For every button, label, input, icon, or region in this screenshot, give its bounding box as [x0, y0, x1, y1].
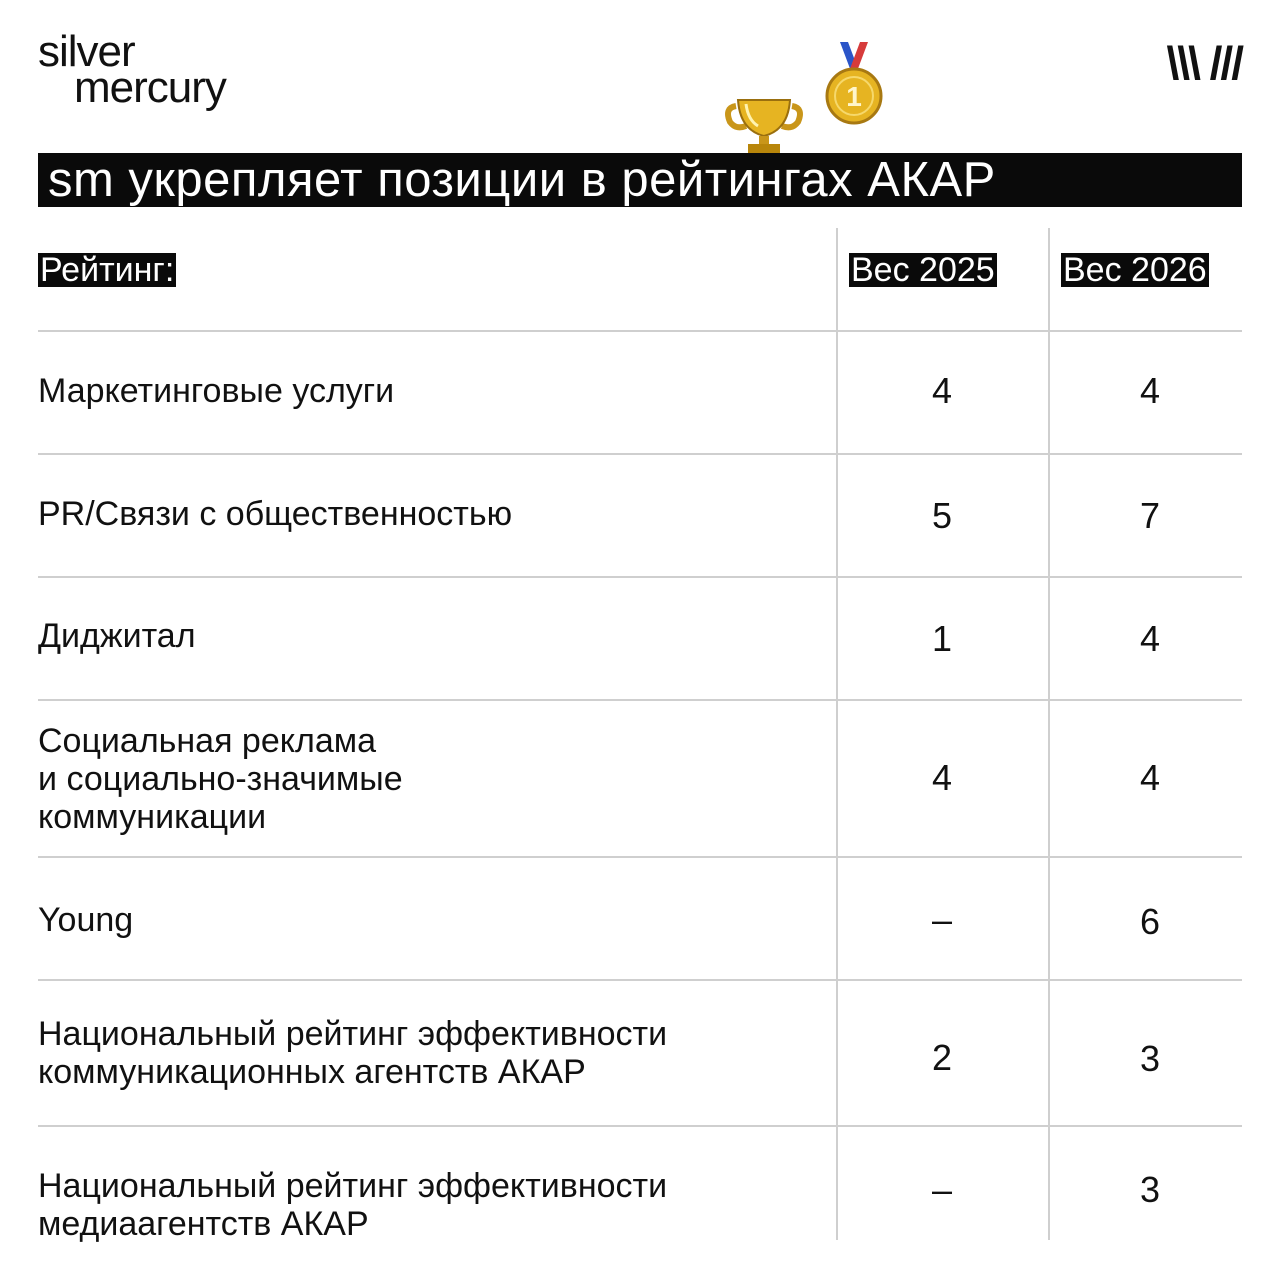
- medal-number: 1: [846, 81, 862, 112]
- row-label-national-comm: Национальный рейтинг эффективности коммуникационных агентств АКАР: [38, 1015, 668, 1091]
- row-divider: [38, 453, 1242, 455]
- row-label-young: Young: [38, 901, 134, 939]
- brand-logo-line1: silver: [38, 27, 135, 76]
- value-2025-pr: 5: [931, 495, 953, 536]
- header-weight-2025: Вес 2025: [851, 251, 995, 289]
- gold-medal-icon: [822, 40, 886, 128]
- value-2026-young: 6: [1139, 901, 1161, 942]
- value-2026-digital: 4: [1139, 618, 1161, 659]
- value-2026-pr: 7: [1139, 495, 1161, 536]
- row-label-marketing: Маркетинговые услуги: [38, 372, 395, 410]
- row-divider: [38, 576, 1242, 578]
- header-weight-2026: Вес 2026: [1063, 251, 1207, 289]
- row-divider: [38, 699, 1242, 701]
- row-divider: [38, 979, 1242, 981]
- brand-logo: [38, 27, 226, 112]
- brand-logo-line2: mercury: [74, 63, 226, 112]
- row-label-social: Социальная реклама и социально-значимые коммуникации: [38, 722, 403, 836]
- page-title: sm укрепляет позиции в рейтингах АКАР: [38, 153, 1242, 207]
- column-divider-2025: [836, 228, 838, 1240]
- row-divider: [38, 1125, 1242, 1127]
- row-label-digital: Диджитал: [38, 617, 196, 655]
- value-2026-national-media: 3: [1139, 1169, 1161, 1210]
- value-2025-young: –: [931, 899, 953, 940]
- value-2026-national-comm: 3: [1139, 1038, 1161, 1079]
- value-2025-social: 4: [931, 757, 953, 798]
- value-2025-marketing: 4: [931, 370, 953, 411]
- column-divider-2026: [1048, 228, 1050, 1240]
- value-2026-marketing: 4: [1139, 370, 1161, 411]
- brand-mark: \\\ ///: [1166, 37, 1242, 89]
- header-rating: Рейтинг:: [40, 251, 175, 289]
- value-2025-national-media: –: [931, 1169, 953, 1210]
- value-2025-digital: 1: [931, 618, 953, 659]
- row-divider: [38, 856, 1242, 858]
- value-2026-social: 4: [1139, 757, 1161, 798]
- trophy-icon: [722, 96, 806, 156]
- row-label-pr: PR/Связи с общественностью: [38, 495, 513, 533]
- value-2025-national-comm: 2: [931, 1037, 953, 1078]
- row-divider: [38, 330, 1242, 332]
- row-label-national-media: Национальный рейтинг эффективности медиаагентств АКАР: [38, 1167, 668, 1243]
